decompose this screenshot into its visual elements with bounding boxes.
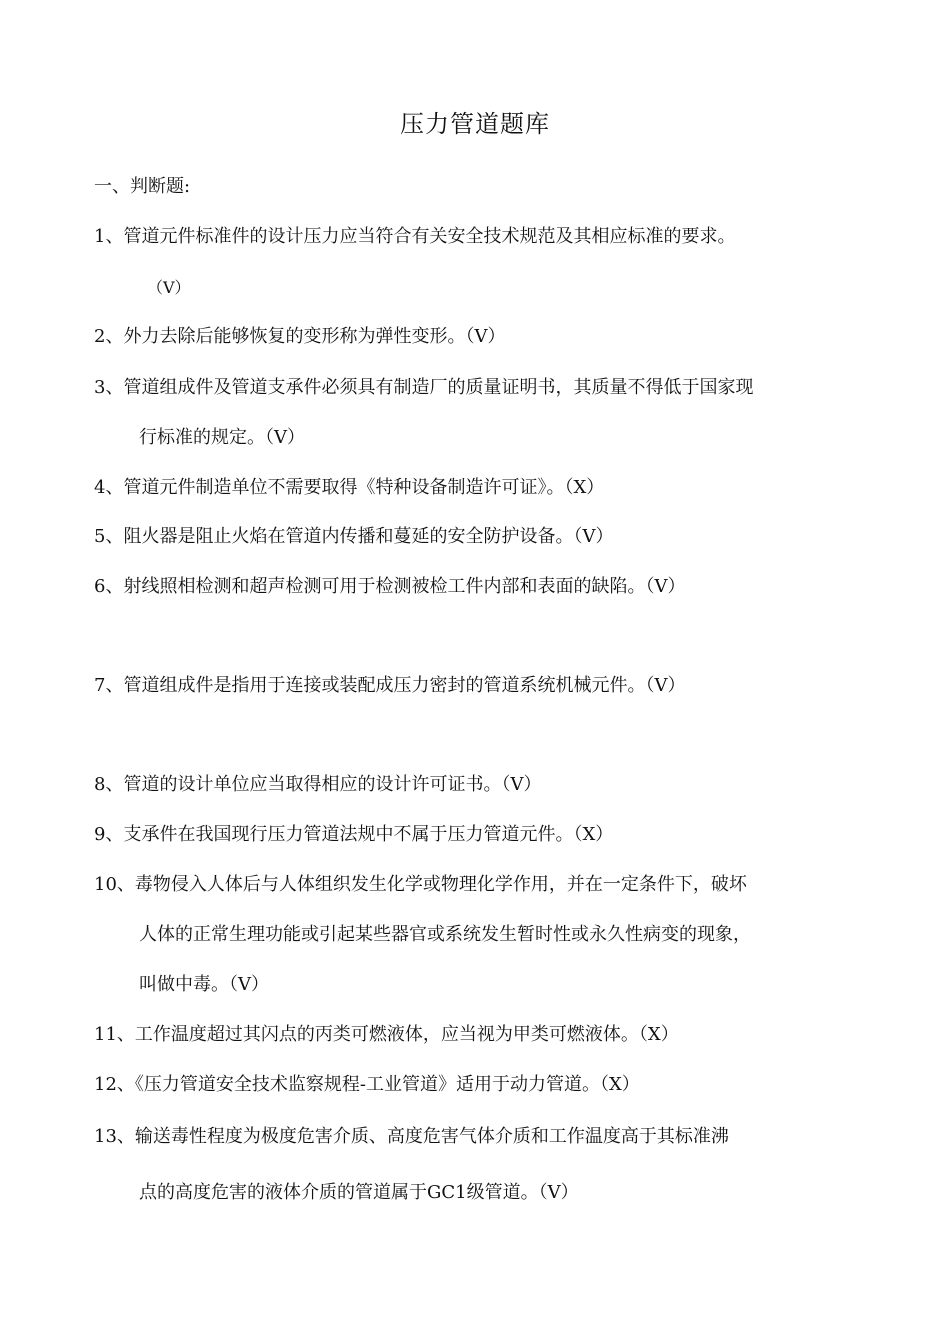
- section-heading: 一、判断题:: [94, 176, 191, 197]
- question-3-line-1: 3、管道组成件及管道支承件必须具有制造厂的质量证明书，其质量不得低于国家现: [94, 377, 754, 398]
- question-9: 9、支承件在我国现行压力管道法规中不属于压力管道元件。（X）: [94, 824, 614, 845]
- question-10-line-2: 人体的正常生理功能或引起某些器官或系统发生暂时性或永久性病变的现象，: [139, 924, 751, 945]
- question-7: 7、管道组成件是指用于连接或装配成压力密封的管道系统机械元件。（V）: [94, 675, 686, 696]
- question-13-line-1: 13、输送毒性程度为极度危害介质、高度危害气体介质和工作温度高于其标准沸: [94, 1126, 729, 1147]
- question-3-line-2: 行标准的规定。（V）: [139, 427, 305, 448]
- question-10-line-3: 叫做中毒。（V）: [139, 974, 269, 995]
- question-12: 12、《压力管道安全技术监察规程-工业管道》适用于动力管道。（X）: [94, 1074, 640, 1095]
- question-1-line-1: 1、管道元件标准件的设计压力应当符合有关安全技术规范及其相应标准的要求。: [94, 226, 736, 247]
- question-6: 6、射线照相检测和超声检测可用于检测被检工件内部和表面的缺陷。（V）: [94, 576, 686, 597]
- question-4: 4、管道元件制造单位不需要取得《特种设备制造许可证》。（X）: [94, 477, 605, 498]
- question-2: 2、外力去除后能够恢复的变形称为弹性变形。（V）: [94, 326, 506, 347]
- question-10-line-1: 10、毒物侵入人体后与人体组织发生化学或物理化学作用，并在一定条件下，破坏: [94, 874, 747, 895]
- document-title: 压力管道题库: [400, 110, 550, 138]
- question-1-answer: （V）: [147, 278, 191, 297]
- question-11: 11、工作温度超过其闪点的丙类可燃液体，应当视为甲类可燃液体。（X）: [94, 1024, 679, 1045]
- question-5: 5、阻火器是阻止火焰在管道内传播和蔓延的安全防护设备。（V）: [94, 526, 614, 547]
- question-8: 8、管道的设计单位应当取得相应的设计许可证书。（V）: [94, 774, 542, 795]
- question-13-line-2: 点的高度危害的液体介质的管道属于GC1级管道。（V）: [139, 1182, 579, 1203]
